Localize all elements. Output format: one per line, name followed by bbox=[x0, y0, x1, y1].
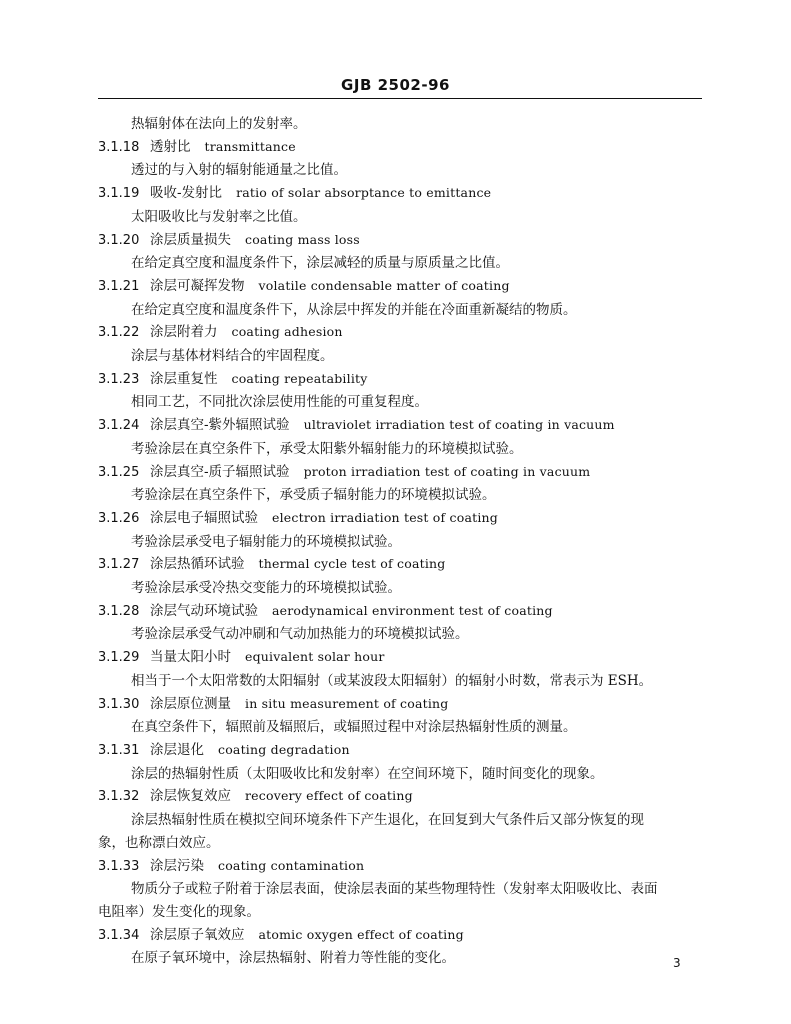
term-english: electron irradiation test of coating bbox=[272, 509, 498, 525]
term-chinese: 涂层热循环试验 bbox=[150, 556, 245, 573]
document-code-header: GJB 2502-96 bbox=[341, 76, 450, 94]
term-number: 3.1.26 bbox=[98, 510, 140, 526]
term-chinese: 透射比 bbox=[150, 138, 191, 155]
term-chinese: 涂层重复性 bbox=[150, 370, 218, 387]
term-heading bbox=[98, 507, 702, 531]
term-definition: 象，也称漂白效应。 bbox=[98, 834, 220, 851]
term-number: 3.1.21 bbox=[98, 278, 140, 294]
term-number: 3.1.19 bbox=[98, 186, 140, 202]
term-definition: 涂层热辐射性质在模拟空间环境条件下产生退化，在回复到大气条件后又部分恢复的现 bbox=[131, 812, 644, 829]
term-english: coating degradation bbox=[218, 741, 350, 757]
term-english: coating contamination bbox=[218, 857, 365, 873]
term-chinese: 涂层可凝挥发物 bbox=[150, 277, 245, 294]
term-definition: 考验涂层在真空条件下，承受质子辐射能力的环境模拟试验。 bbox=[131, 487, 496, 504]
continuation-text: 热辐射体在法向上的发射率。 bbox=[131, 116, 307, 132]
term-heading bbox=[98, 229, 702, 253]
term-heading bbox=[98, 275, 702, 299]
term-entry bbox=[98, 368, 702, 414]
term-heading bbox=[98, 136, 702, 160]
term-english: ratio of solar absorptance to emittance bbox=[236, 185, 492, 201]
term-english: atomic oxygen effect of coating bbox=[258, 926, 464, 942]
term-entry bbox=[98, 855, 702, 924]
term-english: aerodynamical environment test of coating bbox=[272, 602, 553, 618]
term-definition: 涂层与基体材料结合的牢固程度。 bbox=[131, 348, 334, 365]
term-entry bbox=[98, 600, 702, 646]
term-heading bbox=[98, 693, 702, 717]
term-heading bbox=[98, 924, 702, 948]
term-english: thermal cycle test of coating bbox=[258, 556, 446, 572]
page-number: 3 bbox=[673, 956, 681, 970]
term-definition: 相当于一个太阳常数的太阳辐射（或某波段太阳辐射）的辐射小时数，常表示为 ESH。 bbox=[131, 672, 653, 689]
term-heading bbox=[98, 855, 702, 879]
term-chinese: 涂层原子氧效应 bbox=[150, 926, 245, 943]
term-chinese: 涂层气动环境试验 bbox=[150, 602, 258, 619]
term-heading bbox=[98, 785, 702, 809]
term-chinese: 涂层真空-紫外辐照试验 bbox=[150, 417, 290, 434]
term-number: 3.1.31 bbox=[98, 742, 140, 758]
term-heading bbox=[98, 321, 702, 345]
term-entry bbox=[98, 507, 702, 553]
term-chinese: 涂层原位测量 bbox=[150, 695, 231, 712]
term-entry bbox=[98, 321, 702, 367]
term-chinese: 涂层附着力 bbox=[150, 324, 218, 341]
term-heading bbox=[98, 739, 702, 763]
term-entry bbox=[98, 553, 702, 599]
term-english: coating adhesion bbox=[231, 324, 343, 340]
term-entry bbox=[98, 646, 702, 692]
term-entry bbox=[98, 275, 702, 321]
term-definition: 考验涂层承受气动冲刷和气动加热能力的环境模拟试验。 bbox=[131, 626, 469, 643]
term-chinese: 涂层真空-质子辐照试验 bbox=[150, 463, 290, 480]
term-entry bbox=[98, 924, 702, 970]
term-number: 3.1.32 bbox=[98, 789, 140, 805]
term-heading bbox=[98, 182, 702, 206]
term-number: 3.1.24 bbox=[98, 418, 140, 434]
term-definition: 考验涂层在真空条件下，承受太阳紫外辐射能力的环境模拟试验。 bbox=[131, 440, 523, 457]
term-definition: 电阻率）发生变化的现象。 bbox=[98, 903, 260, 920]
term-heading bbox=[98, 461, 702, 485]
term-entry bbox=[98, 136, 702, 182]
term-definition: 在给定真空度和温度条件下，涂层减轻的质量与原质量之比值。 bbox=[131, 255, 509, 272]
term-definition: 考验涂层承受电子辐射能力的环境模拟试验。 bbox=[131, 533, 401, 550]
term-entry bbox=[98, 693, 702, 739]
term-english: coating mass loss bbox=[245, 231, 360, 247]
term-number: 3.1.29 bbox=[98, 650, 140, 666]
term-chinese: 涂层退化 bbox=[150, 741, 204, 758]
term-number: 3.1.18 bbox=[98, 139, 140, 155]
term-definition: 在给定真空度和温度条件下，从涂层中挥发的并能在冷面重新凝结的物质。 bbox=[131, 301, 577, 318]
term-entry bbox=[98, 461, 702, 507]
term-number: 3.1.27 bbox=[98, 557, 140, 573]
term-heading bbox=[98, 646, 702, 670]
term-english: in situ measurement of coating bbox=[245, 695, 449, 711]
term-heading bbox=[98, 553, 702, 577]
term-number: 3.1.25 bbox=[98, 464, 140, 480]
term-definition: 在真空条件下，辐照前及辐照后，或辐照过程中对涂层热辐射性质的测量。 bbox=[131, 719, 577, 736]
term-number: 3.1.28 bbox=[98, 603, 140, 619]
term-number: 3.1.23 bbox=[98, 371, 140, 387]
term-number: 3.1.20 bbox=[98, 232, 140, 248]
header-rule bbox=[98, 98, 702, 99]
document-body bbox=[98, 113, 702, 970]
term-entry bbox=[98, 785, 702, 854]
term-english: transmittance bbox=[204, 138, 296, 154]
term-chinese: 涂层质量损失 bbox=[150, 231, 231, 248]
term-chinese: 涂层电子辐照试验 bbox=[150, 509, 258, 526]
term-heading bbox=[98, 414, 702, 438]
term-entry bbox=[98, 414, 702, 460]
term-definition: 在原子氧环境中，涂层热辐射、附着力等性能的变化。 bbox=[131, 950, 455, 967]
term-number: 3.1.30 bbox=[98, 696, 140, 712]
term-english: coating repeatability bbox=[231, 370, 368, 386]
term-chinese: 涂层污染 bbox=[150, 857, 204, 874]
term-chinese: 涂层恢复效应 bbox=[150, 788, 231, 805]
term-english: proton irradiation test of coating in vacuum bbox=[303, 463, 591, 479]
term-entry bbox=[98, 229, 702, 275]
term-definition: 物质分子或粒子附着于涂层表面，使涂层表面的某些物理特性（发射率太阳吸收比、表面 bbox=[131, 881, 658, 898]
term-entry bbox=[98, 182, 702, 228]
term-heading bbox=[98, 600, 702, 624]
term-definition: 考验涂层承受冷热交变能力的环境模拟试验。 bbox=[131, 580, 401, 597]
term-english: volatile condensable matter of coating bbox=[258, 277, 510, 293]
term-english: recovery effect of coating bbox=[245, 788, 413, 804]
term-definition: 太阳吸收比与发射率之比值。 bbox=[131, 208, 307, 225]
term-number: 3.1.22 bbox=[98, 325, 140, 341]
term-definition: 透过的与入射的辐射能通量之比值。 bbox=[131, 162, 347, 179]
term-english: equivalent solar hour bbox=[245, 649, 385, 665]
term-english: ultraviolet irradiation test of coating in vacuum bbox=[303, 417, 615, 433]
term-definition: 涂层的热辐射性质（太阳吸收比和发射率）在空间环境下，随时间变化的现象。 bbox=[131, 765, 604, 782]
term-number: 3.1.34 bbox=[98, 927, 140, 943]
term-heading bbox=[98, 368, 702, 392]
term-entry bbox=[98, 739, 702, 785]
term-chinese: 当量太阳小时 bbox=[150, 649, 231, 666]
term-chinese: 吸收-发射比 bbox=[150, 185, 223, 202]
term-number: 3.1.33 bbox=[98, 858, 140, 874]
term-definition: 相同工艺，不同批次涂层使用性能的可重复程度。 bbox=[131, 394, 428, 411]
